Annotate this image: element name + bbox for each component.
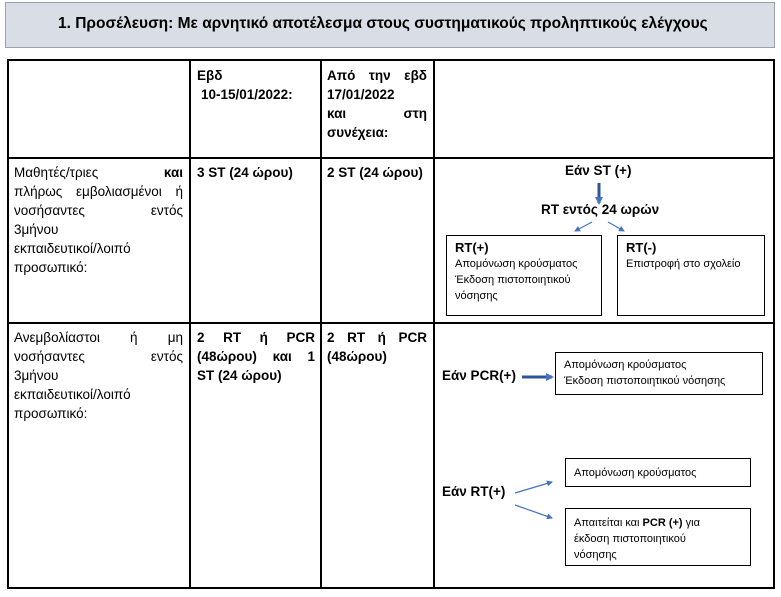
flow-if-pcr: Εάν PCR(+) <box>442 368 516 383</box>
arrow-to-rt-positive <box>575 222 592 231</box>
col-header-week2: Από την εβδ 17/01/2022 και στη συνέχεια: <box>327 68 427 140</box>
row1-week2-value: 2 ST (24 ώρου) <box>327 165 423 180</box>
col-header-week1: Εβδ 10-15/01/2022: <box>197 68 293 102</box>
row2-week1-value: 2 RT ή PCR (48ώρου) και 1 ST (24 ώρου) <box>197 330 315 383</box>
flow-if-rt: Εάν RT(+) <box>442 484 506 499</box>
arrow-to-rt-negative <box>608 222 624 231</box>
arrow-rt-down <box>515 505 552 518</box>
rt-negative-box: RT(-) Επιστροφή στο σχολείο <box>617 235 765 316</box>
row2-week2-value: 2 RT ή PCR (48ώρου) <box>327 330 427 364</box>
pcr-result-box: Απομόνωση κρούσματος Έκδοση πιστοποιητικού νόσησης <box>555 352 763 395</box>
row1-week1-value: 3 ST (24 ώρου) <box>197 165 293 180</box>
section-title: 1. Προσέλευση: Με αρνητικό αποτέλεσμα στους συστηματικούς προληπτικούς ελέγχους <box>58 15 708 32</box>
arrow-rt-up <box>515 482 552 493</box>
row1-label: Μαθητές/τριες και πλήρως εμβολιασμένοι ή νοσήσαντες εντός 3μήνου εκπαιδευτικοί/λοιπό προσωπικό: <box>14 165 183 275</box>
rt-positive-box: RT(+) Απομόνωση κρούσματος Έκδοση πιστοποιητικού νόσησης <box>446 235 602 316</box>
flow-if-st: Εάν ST (+) <box>565 163 632 178</box>
rt-pcr-required-box: Απαιτείται και PCR (+) για έκδοση πιστοποιητικού νόσησης <box>565 508 751 566</box>
row2-label: Ανεμβολίαστοι ή μη νοσήσαντες εντός 3μήνου εκπαιδευτικοί/λοιπό προσωπικό: <box>14 330 183 421</box>
flow-rt-within: RT εντός 24 ωρών <box>541 202 660 217</box>
rt-isolation-box: Απομόνωση κρούσματος <box>565 458 751 487</box>
